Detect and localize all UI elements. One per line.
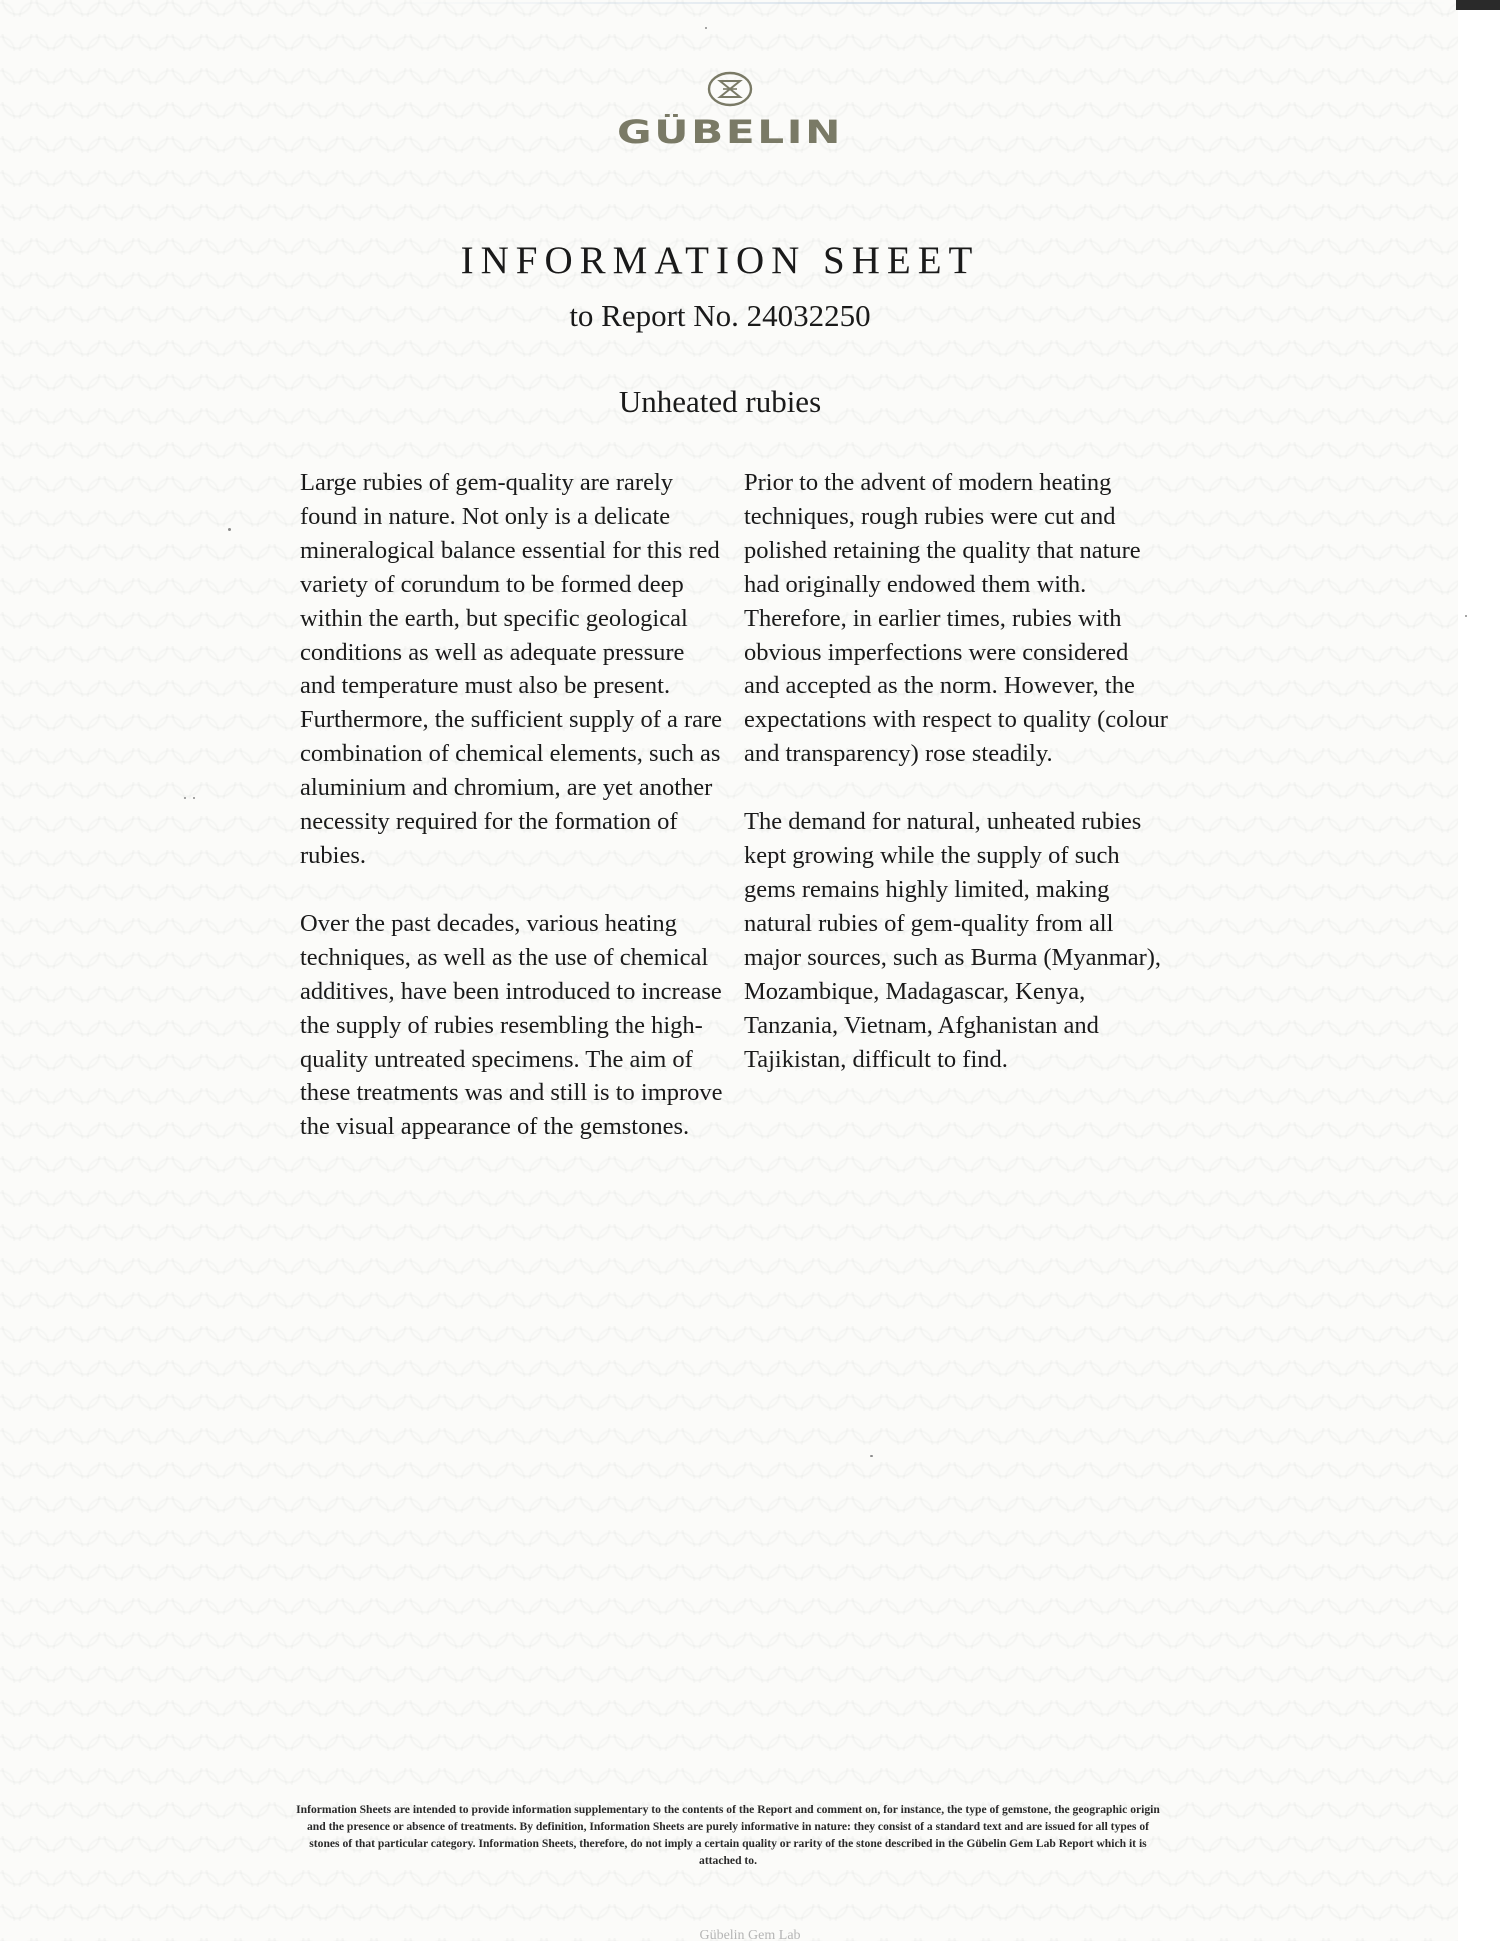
scan-margin — [1458, 0, 1500, 1941]
brand-name: GÜBELIN — [617, 114, 843, 150]
scan-speck — [705, 27, 707, 29]
paragraph: Large rubies of gem-quality are rarely found in nature. Not only is a delicate mineralogical balance essential for this red variety of corundum to be formed deep within the earth, but specific geological conditions as well as adequate pressure and temperature must also be present. Furthermore, the sufficient supply of a rare combination of chemical elements, such as aluminium and chromium, are yet another necessity required for the formation of rubies. — [300, 469, 723, 869]
scan-speck — [1465, 615, 1467, 617]
scan-speck — [193, 797, 195, 799]
disclaimer-footnote: Information Sheets are intended to provide information supplementary to the contents of the Report and comment on, for instance, the type of gemstone, the geographic origin and the presence or absence of treatments. By definition, Information Sheets are purely informative in nature: they consist of a standard text and are issued for all types of stones of that particular category. Information Sheets, therefore, do not imply a certain quality or rarity of the stone described in the Gübelin Gem Lab Report which it is attached to. — [296, 1803, 1160, 1867]
paragraph: Prior to the advent of modern heating techniques, rough rubies were cut and polished retaining the quality that nature had originally endowed them with. Therefore, in earlier times, rubies with obvious imperfections were considered and accepted as the norm. However, the expectations with respect to quality (colour and transparency) rose steadily. — [744, 469, 1168, 768]
report-number: to Report No. 24032250 — [569, 298, 871, 333]
gubelin-emblem-icon — [706, 70, 754, 108]
footer-lab-name: Gübelin Gem Lab — [699, 1928, 801, 1941]
scan-speck — [870, 1455, 873, 1457]
scan-speck — [184, 797, 186, 799]
section-heading: Unheated rubies — [618, 384, 822, 419]
scan-corner-mark — [1456, 0, 1500, 10]
scan-speck — [228, 528, 231, 531]
page-title: INFORMATION SHEET — [460, 239, 980, 282]
gubelin-logo — [600, 70, 860, 150]
paragraph: The demand for natural, unheated rubies kept growing while the supply of such gems remains highly limited, making natural rubies of gem-quality from all major sources, such as Burma (Myanmar), Mozambique, Madagascar, Kenya, Tanzania, Vietnam, Afghanistan and Tajikistan, difficult to find. — [744, 808, 1162, 1073]
gubelin-wordmark — [610, 114, 850, 150]
scan-edge-line — [390, 2, 1450, 4]
paragraph: Over the past decades, various heating techniques, as well as the use of chemical additives, have been introduced to increase the supply of rubies resembling the high-quality untreated specimens. The aim of these treatments was and still is to improve the visual appearance of the gemstones. — [300, 909, 723, 1141]
right-text-column — [744, 466, 1169, 1110]
left-text-column — [300, 466, 725, 1178]
